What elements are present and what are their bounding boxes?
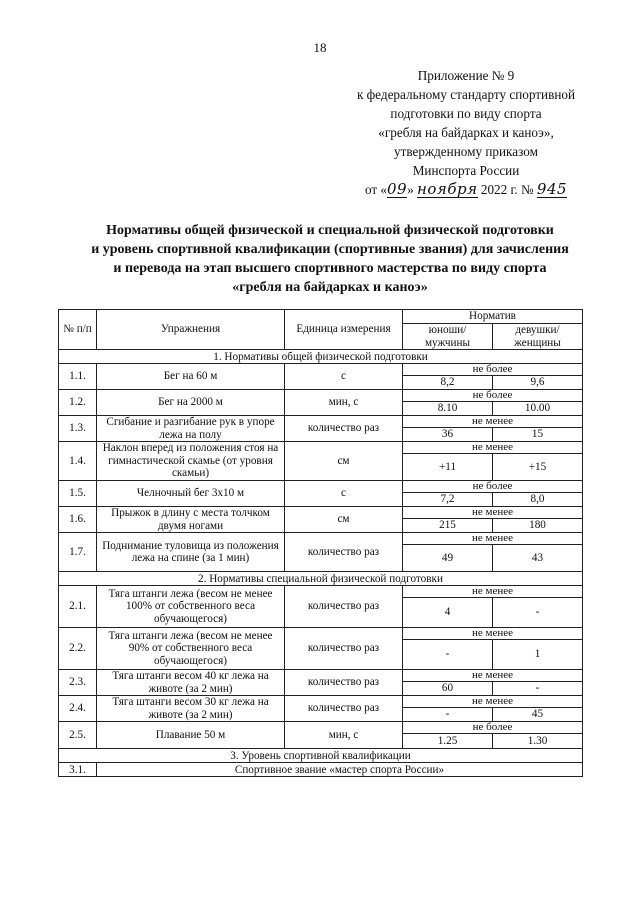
row-condition: не менее [403, 586, 583, 598]
row-condition: не менее [403, 442, 583, 454]
value-girls: 9,6 [493, 376, 583, 390]
value-boys: 8.10 [403, 402, 493, 416]
row-unit: мин, с [285, 390, 403, 416]
appendix-line: «гребля на байдарках и каноэ», [378, 125, 554, 140]
handwritten-month: ноября [417, 180, 478, 198]
handwritten-order-number: 945 [536, 180, 568, 198]
row-num: 1.2. [59, 390, 97, 416]
row-num: 3.1. [59, 763, 97, 777]
row-unit: количество раз [285, 533, 403, 572]
row-num: 2.3. [59, 670, 97, 696]
value-girls: +15 [493, 454, 583, 481]
appendix-line: подготовки по виду спорта [390, 106, 542, 121]
row-unit: см [285, 442, 403, 481]
value-girls: 8,0 [493, 493, 583, 507]
value-boys: 49 [403, 545, 493, 572]
row-condition: не более [403, 722, 583, 734]
header-unit: Единица измерения [285, 310, 403, 350]
row-num: 2.5. [59, 722, 97, 749]
header-exercise: Упражнения [97, 310, 285, 350]
row-unit: см [285, 507, 403, 533]
header-num: № п/п [59, 310, 97, 350]
value-boys: 7,2 [403, 493, 493, 507]
row-condition: не менее [403, 696, 583, 708]
row-exercise: Тяга штанги лежа (весом не менее 100% от собственного веса обучающегося) [97, 586, 285, 628]
value-boys: - [403, 708, 493, 722]
row-exercise: Сгибание и разгибание рук в упоре лежа на полу [97, 416, 285, 442]
value-girls: 15 [493, 428, 583, 442]
value-girls: - [493, 682, 583, 696]
value-girls: 1.30 [493, 734, 583, 749]
row-condition: не менее [403, 670, 583, 682]
qualification-text: Спортивное звание «мастер спорта России» [97, 763, 583, 777]
header-girls: девушки/ женщины [493, 324, 583, 350]
row-num: 2.4. [59, 696, 97, 722]
value-boys: 4 [403, 598, 493, 628]
value-boys: - [403, 640, 493, 670]
row-unit: с [285, 481, 403, 507]
section-title: 1. Нормативы общей физической подготовки [59, 350, 583, 364]
value-girls: 180 [493, 519, 583, 533]
row-condition: не менее [403, 416, 583, 428]
row-condition: не более [403, 481, 583, 493]
document-title: Нормативы общей физической и специальной физической подготовки и уровень спортивной квалификации (спортивные звания) для зачисления и перевода на этап высшего спортивного мастерства по виду спорта «гребля на байдарках и каноэ» [91, 223, 569, 295]
value-boys: 215 [403, 519, 493, 533]
header-norm: Норматив [403, 310, 583, 324]
row-num: 1.5. [59, 481, 97, 507]
value-boys: 1.25 [403, 734, 493, 749]
value-boys: 8,2 [403, 376, 493, 390]
row-exercise: Тяга штанги весом 40 кг лежа на животе (за 2 мин) [97, 670, 285, 696]
header-boys: юноши/ мужчины [403, 324, 493, 350]
row-exercise: Прыжок в длину с места толчком двумя ногами [97, 507, 285, 533]
appendix-date-line: от «09» ноября 2022 г. № 945 [364, 180, 568, 198]
row-unit: количество раз [285, 696, 403, 722]
row-exercise: Наклон вперед из положения стоя на гимнастической скамье (от уровня скамьи) [97, 442, 285, 481]
appendix-header [340, 66, 592, 199]
handwritten-day: 09 [387, 180, 408, 198]
value-girls: 45 [493, 708, 583, 722]
row-num: 1.3. [59, 416, 97, 442]
value-boys: 60 [403, 682, 493, 696]
appendix-line: Приложение № 9 [417, 68, 515, 83]
row-exercise: Поднимание туловища из положения лежа на спине (за 1 мин) [97, 533, 285, 572]
row-unit: количество раз [285, 628, 403, 670]
row-num: 1.4. [59, 442, 97, 481]
value-girls: 10.00 [493, 402, 583, 416]
appendix-line: к федеральному стандарту спортивной [356, 87, 576, 102]
row-condition: не более [403, 364, 583, 376]
value-boys: 36 [403, 428, 493, 442]
section-title: 2. Нормативы специальной физической подготовки [59, 572, 583, 586]
page-number: 18 [313, 40, 327, 55]
row-exercise: Тяга штанги лежа (весом не менее 90% от собственного веса обучающегося) [97, 628, 285, 670]
section-title: 3. Уровень спортивной квалификации [59, 749, 583, 763]
value-girls: 43 [493, 545, 583, 572]
row-unit: количество раз [285, 416, 403, 442]
row-unit: количество раз [285, 586, 403, 628]
row-condition: не более [403, 390, 583, 402]
row-exercise: Тяга штанги весом 30 кг лежа на животе (за 2 мин) [97, 696, 285, 722]
row-condition: не менее [403, 507, 583, 519]
row-unit: с [285, 364, 403, 390]
value-girls: - [493, 598, 583, 628]
value-girls: 1 [493, 640, 583, 670]
row-exercise: Плавание 50 м [97, 722, 285, 749]
row-unit: количество раз [285, 670, 403, 696]
row-num: 2.1. [59, 586, 97, 628]
row-exercise: Бег на 60 м [97, 364, 285, 390]
appendix-line: утвержденному приказом [394, 144, 538, 159]
row-num: 1.1. [59, 364, 97, 390]
row-num: 1.6. [59, 507, 97, 533]
row-unit: мин, с [285, 722, 403, 749]
appendix-line: Минспорта России [412, 163, 520, 178]
row-num: 1.7. [59, 533, 97, 572]
row-condition: не менее [403, 533, 583, 545]
row-exercise: Челночный бег 3x10 м [97, 481, 285, 507]
value-boys: +11 [403, 454, 493, 481]
row-num: 2.2. [59, 628, 97, 670]
row-condition: не менее [403, 628, 583, 640]
row-exercise: Бег на 2000 м [97, 390, 285, 416]
norms-table [58, 309, 583, 777]
